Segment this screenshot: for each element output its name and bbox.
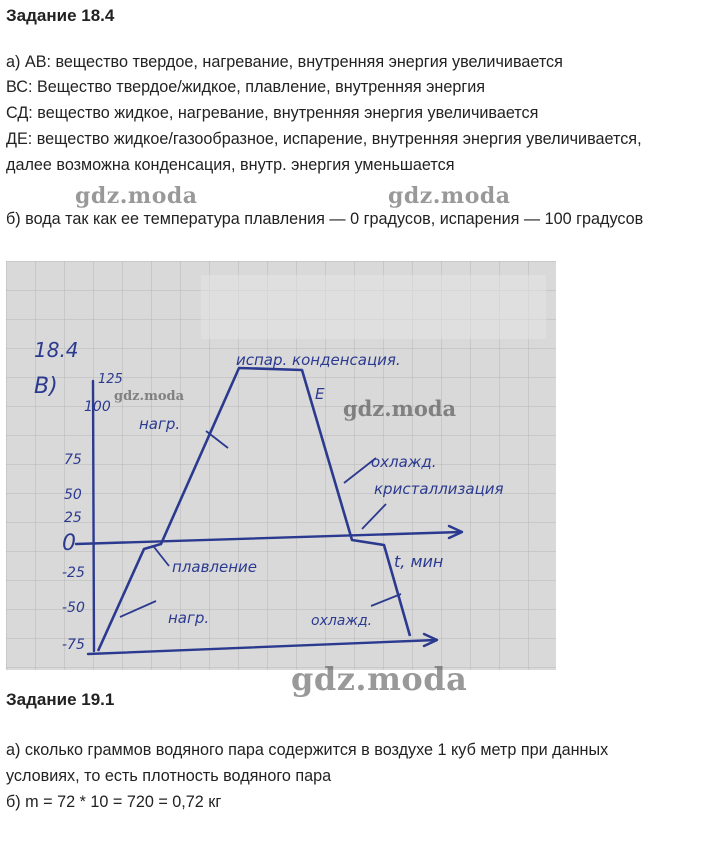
y-tick-minus-25: -25 bbox=[62, 565, 85, 581]
watermark-2: gdz.moda bbox=[388, 183, 511, 209]
task-18-4-line-4: ДЕ: вещество жидкое/газообразное, испарение, внутренняя энергия увеличивается, bbox=[6, 130, 642, 148]
label-crystallization: кристаллизация bbox=[374, 480, 504, 498]
photo-heading: 18.4 bbox=[34, 338, 79, 362]
task-19-1-heading: Задание 19.1 bbox=[6, 690, 115, 709]
label-heat-liquid: нагр. bbox=[139, 415, 181, 433]
x-axis-label: t, мин bbox=[394, 552, 444, 571]
label-cooling: охлажд. bbox=[371, 453, 437, 471]
y-axis bbox=[93, 381, 94, 651]
task-18-4-line-6: б) вода так как ее температура плавления — 0 градусов, испарения — 100 градусов bbox=[6, 210, 644, 228]
y-tick-50: 50 bbox=[64, 487, 82, 503]
graph-photo-canvas bbox=[6, 261, 556, 670]
handwritten-graph-photo bbox=[6, 261, 556, 670]
y-tick-25: 25 bbox=[64, 510, 82, 526]
label-heat-solid: нагр. bbox=[168, 609, 210, 627]
y-tick-125: 125 bbox=[98, 372, 123, 387]
label-melting: плавление bbox=[172, 558, 258, 576]
watermark-3: gdz.moda bbox=[291, 660, 468, 698]
y-tick-0: 0 bbox=[62, 531, 76, 556]
task-19-1-line-3: б) m = 72 * 10 = 720 = 0,72 кг bbox=[6, 793, 222, 811]
label-evaporation: испар. конденсация. bbox=[236, 351, 401, 369]
photo-part-label: В) bbox=[34, 374, 58, 399]
photo-watermark-small: gdz.moda bbox=[114, 389, 185, 404]
task-18-4-line-5: далее возможна конденсация, внутр. энергия уменьшается bbox=[6, 156, 455, 174]
label-cooling-low: охлажд. bbox=[311, 613, 373, 629]
paper-glare bbox=[201, 275, 546, 339]
task-18-4-line-3: СД: вещество жидкое, нагревание, внутренняя энергия увеличивается bbox=[6, 104, 539, 122]
photo-watermark-large: gdz.moda bbox=[343, 396, 457, 421]
watermark-1: gdz.moda bbox=[75, 183, 198, 209]
task-18-4-line-1: а) АВ: вещество твердое, нагревание, внутренняя энергия увеличивается bbox=[6, 53, 563, 71]
task-18-4-heading: Задание 18.4 bbox=[6, 6, 115, 25]
y-tick-100: 100 bbox=[84, 399, 111, 415]
y-tick-minus-75: -75 bbox=[62, 637, 85, 653]
label-point-e: Е bbox=[315, 385, 325, 403]
task-19-1-line-1: а) сколько граммов водяного пара содержится в воздухе 1 куб метр при данных bbox=[6, 741, 609, 759]
task-18-4-line-2: ВС: Вещество твердое/жидкое, плавление, внутренняя энергия bbox=[6, 78, 486, 96]
task-19-1-line-2: условиях, то есть плотность водяного пара bbox=[6, 767, 332, 785]
y-tick-75: 75 bbox=[64, 452, 82, 468]
y-tick-minus-50: -50 bbox=[62, 600, 85, 616]
